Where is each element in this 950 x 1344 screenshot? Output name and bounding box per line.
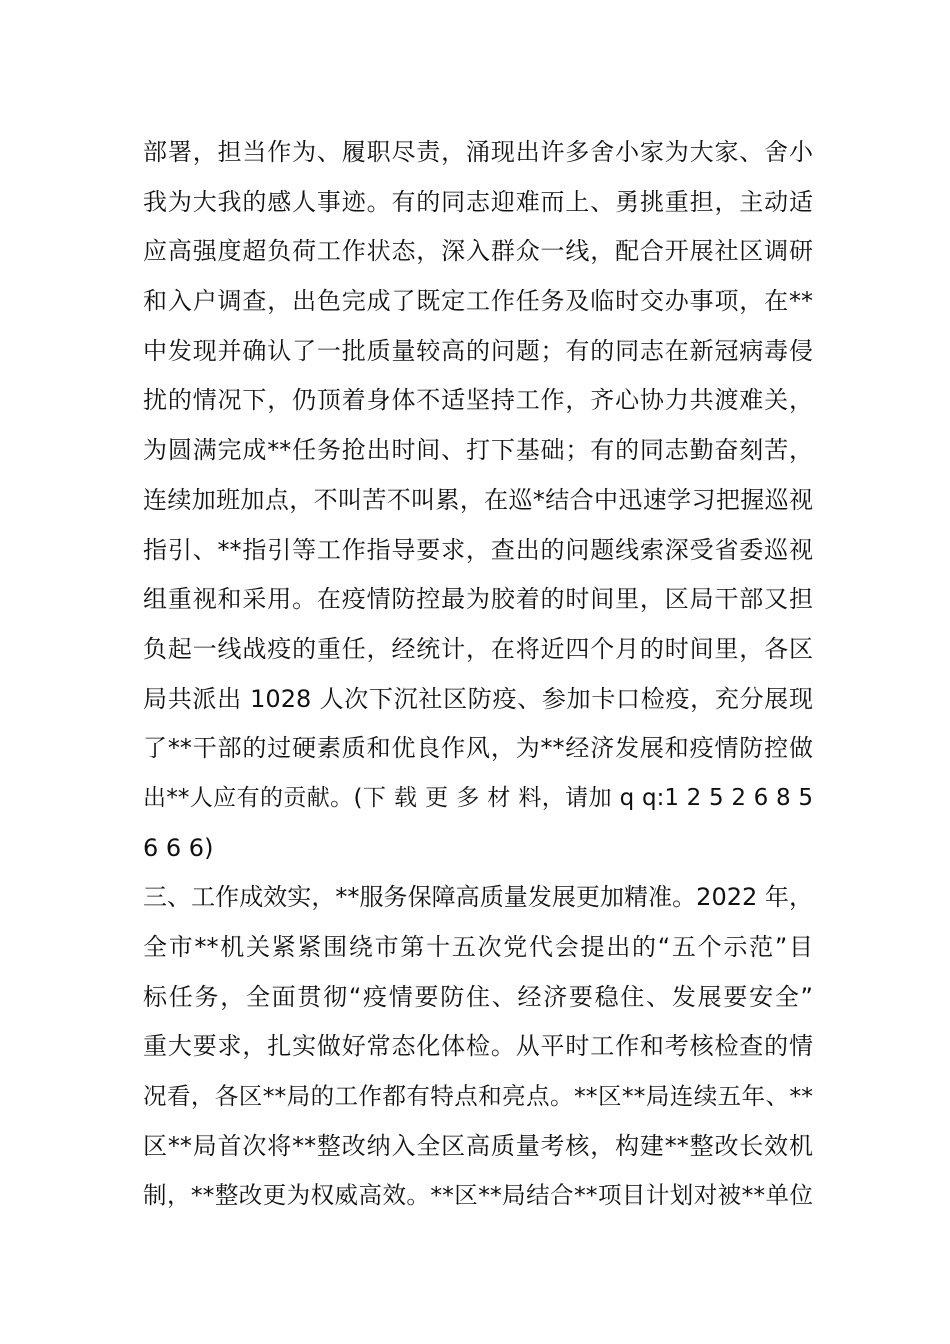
text-line: 连续加班加点，不叫苦不叫累，在巡*结合中迅速学习把握巡视	[143, 486, 813, 514]
text-line: 了**干部的过硬素质和优良作风，为**经济发展和疫情防控做	[143, 734, 813, 762]
text-line: 和入户调查，出色完成了既定工作任务及临时交办事项，在**	[143, 287, 813, 315]
text-line: 标任务，全面贯彻“疫情要防住、经济要稳住、发展要安全”	[143, 983, 813, 1011]
text-line: 区**局首次将**整改纳入全区高质量考核，构建**整改长效机	[143, 1132, 813, 1160]
text-line: 制，**整改更为权威高效。**区**局结合**项目计划对被**单位	[143, 1181, 813, 1209]
text-line: 指引、**指引等工作指导要求，查出的问题线索深受省委巡视	[143, 536, 813, 564]
text-line: 我为大我的感人事迹。有的同志迎难而上、勇挑重担，主动适	[143, 188, 813, 216]
section-heading-line: 三、工作成效实，**服务保障高质量发展更加精准。2022 年，	[143, 883, 813, 911]
text-line: 中发现并确认了一批质量较高的问题；有的同志在新冠病毒侵	[143, 337, 813, 365]
text-line: 应高强度超负荷工作状态，深入群众一线，配合开展社区调研	[143, 237, 813, 265]
text-line: 6 6 6)	[143, 834, 214, 862]
text-line: 组重视和采用。在疫情防控最为胶着的时间里，区局干部又担	[143, 585, 813, 613]
text-line: 出**人应有的贡献。(下 载 更 多 材 料，请加 q q:1 2 5 2 6 8 5	[143, 785, 813, 811]
text-line: 局共派出 1028 人次下沉社区防疫、参加卡口检疫，充分展现	[143, 685, 813, 713]
text-line: 为圆满完成**任务抢出时间、打下基础；有的同志勤奋刻苦，	[143, 436, 813, 464]
text-line: 全市**机关紧紧围绕市第十五次党代会提出的“五个示范”目	[143, 933, 813, 961]
text-line: 重大要求，扎实做好常态化体检。从平时工作和考核检查的情	[143, 1032, 813, 1060]
text-line: 负起一线战疫的重任，经统计，在将近四个月的时间里，各区	[143, 635, 813, 663]
text-line: 扰的情况下，仍顶着身体不适坚持工作，齐心协力共渡难关，	[143, 386, 813, 414]
text-line: 况看，各区**局的工作都有特点和亮点。**区**局连续五年、**	[143, 1082, 813, 1110]
text-line: 部署，担当作为、履职尽责，涌现出许多舍小家为大家、舍小	[143, 138, 813, 166]
